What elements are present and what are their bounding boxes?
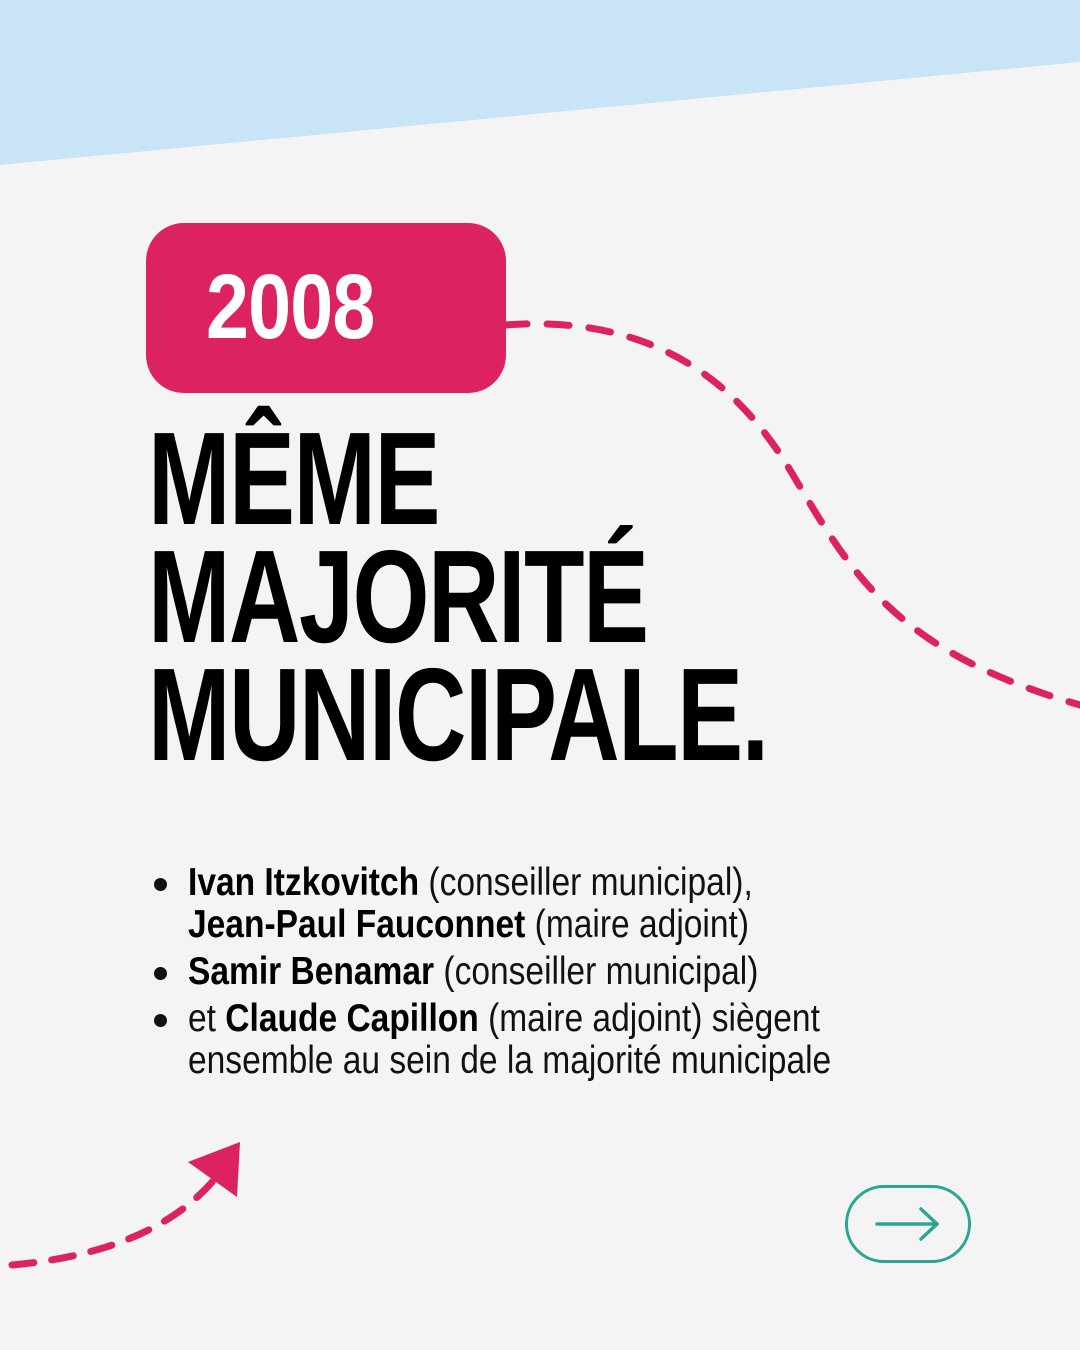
person-name: Jean-Paul Fauconnet: [188, 903, 526, 946]
person-role: (conseiller municipal),: [419, 861, 753, 904]
bullet-item: [150, 862, 1030, 946]
arrowhead-icon: [188, 1142, 240, 1197]
bullet-line: [188, 1040, 912, 1082]
bullet-item: [150, 998, 1030, 1082]
headline-line-1: MÊME: [148, 405, 439, 552]
bullet-item: [150, 951, 1030, 993]
person-name: Claude Capillon: [225, 997, 479, 1040]
person-name: Ivan Itzkovitch: [188, 861, 420, 904]
person-role: (maire adjoint): [525, 903, 750, 946]
year-label: 2008: [206, 256, 375, 358]
sky-band: [0, 0, 1080, 165]
year-badge: [146, 223, 506, 393]
headline-line-3: MUNICIPALE.: [148, 641, 768, 788]
dashed-arrow-decor: [12, 1175, 218, 1265]
bullet-line: [188, 951, 912, 993]
headline-line-2: MAJORITÉ: [148, 523, 648, 670]
person-role: (maire adjoint) siègent: [478, 997, 820, 1040]
next-button[interactable]: [845, 1185, 971, 1263]
bullet-line: [188, 862, 912, 904]
headline: [148, 405, 1068, 788]
conjunction: et: [188, 997, 226, 1040]
bullet-text: ensemble au sein de la majorité municipale: [188, 1039, 832, 1082]
arrow-right-icon: [873, 1204, 943, 1244]
person-role: (conseiller municipal): [434, 950, 759, 993]
bullet-list: [150, 862, 1030, 1087]
person-name: Samir Benamar: [188, 950, 435, 993]
bullet-line: [188, 998, 912, 1040]
bullet-line: [188, 904, 912, 946]
